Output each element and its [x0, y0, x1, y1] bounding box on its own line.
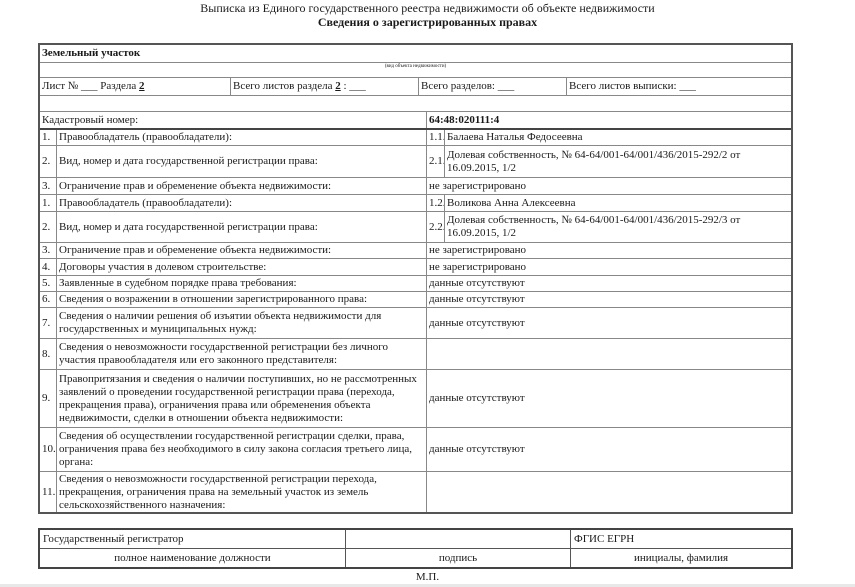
- sheet-number: Лист № ___ Раздела 2: [42, 80, 145, 92]
- object-type: Земельный участок: [42, 47, 141, 59]
- signature-values-row: [40, 530, 791, 549]
- table-row: 6. Сведения о возражении в отношении зарегистрированного права: данные отсутствуют: [40, 291, 791, 307]
- sheet-info-row: [40, 77, 791, 95]
- table-row: 1. Правообладатель (правообладатели): 1.2. Воликова Анна Алексеевна: [40, 194, 791, 211]
- blank-row: [40, 95, 791, 111]
- total-section-sheets: Всего листов раздела 2 : ___: [230, 78, 418, 95]
- table-row: 2. Вид, номер и дата государственной регистрации права: 2.2. Долевая собственность, № 64-64/001-64/001/436/2015-292/3 от 16.09.2015, 1/2: [40, 211, 791, 242]
- table-row: 3. Ограничение прав и обременение объекта недвижимости: не зарегистрировано: [40, 177, 791, 194]
- document-subtitle: Сведения о зарегистрированных правах: [317, 15, 538, 29]
- cadastral-number: 64:48:020111:4: [426, 112, 791, 128]
- cadastral-label: Кадастровый номер:: [42, 113, 139, 126]
- table-row: 11. Сведения о невозможности государственной регистрации перехода, прекращения, ограничения права на земельный участок из земель сельскохозяйственного назначения:: [40, 471, 791, 512]
- object-type-caption: (вид объекта недвижимости): [384, 64, 447, 69]
- table-row: 4. Договоры участия в долевом строительстве: не зарегистрировано: [40, 258, 791, 275]
- table-row: 10. Сведения об осуществлении государственной регистрации сделки, права, ограничения права без необходимого в силу закона согласия третьего лица, органа: данные отсутствуют: [40, 427, 791, 471]
- total-extract-sheets: Всего листов выписки: ___: [566, 78, 791, 95]
- object-type-row: [40, 45, 791, 62]
- position-caption: полное наименование должности: [114, 551, 271, 564]
- section-number: 2: [139, 80, 145, 92]
- table-row: 9. Правопритязания и сведения о наличии поступивших, но не рассмотренных заявлений о проведении государственной регистрации права (перехода, прекращения права), ограничения права или обременения объекта недвижимости, сделки в отношении объекта недвижимости: данные отсутствуют: [40, 369, 791, 427]
- signature-table: [38, 528, 793, 569]
- registrar-position: Государственный регистратор: [43, 532, 184, 545]
- table-row: 7. Сведения о наличии решения об изъятии объекта недвижимости для государственных и муниципальных нужд: данные отсутствуют: [40, 307, 791, 338]
- document-title: Выписка из Единого государственного реестра недвижимости об объекте недвижимости: [200, 1, 655, 15]
- right-holder-1: Балаева Наталья Федосеевна: [444, 130, 791, 145]
- name-caption: инициалы, фамилия: [570, 549, 791, 567]
- signature-captions-row: [40, 549, 791, 567]
- stamp-place: М.П.: [415, 571, 440, 583]
- registration-2: Долевая собственность, № 64-64/001-64/001/436/2015-292/3 от 16.09.2015, 1/2: [444, 212, 791, 242]
- table-row: 2. Вид, номер и дата государственной регистрации права: 2.1. Долевая собственность, № 64-64/001-64/001/436/2015-292/2 от 16.09.2015, 1/2: [40, 145, 791, 177]
- table-row: 3. Ограничение прав и обременение объекта недвижимости: не зарегистрировано: [40, 242, 791, 258]
- registrar-name: ФГИС ЕГРН: [570, 530, 791, 548]
- right-holder-2: Воликова Анна Алексеевна: [444, 195, 791, 211]
- rights-table: [38, 43, 793, 514]
- registrar-signature: [345, 530, 570, 548]
- table-row: 8. Сведения о невозможности государственной регистрации без личного участия правообладателя или его законного представителя:: [40, 338, 791, 369]
- table-row: 5. Заявленные в судебном порядке права требования: данные отсутствуют: [40, 275, 791, 291]
- signature-caption: подпись: [345, 549, 570, 567]
- object-type-caption-row: [40, 62, 791, 77]
- cadastral-row: [40, 111, 791, 128]
- registration-1: Долевая собственность, № 64-64/001-64/001/436/2015-292/2 от 16.09.2015, 1/2: [444, 146, 791, 177]
- total-sections: Всего разделов: ___: [418, 78, 566, 95]
- table-row: 1. Правообладатель (правообладатели): 1.1. Балаева Наталья Федосеевна: [40, 128, 791, 145]
